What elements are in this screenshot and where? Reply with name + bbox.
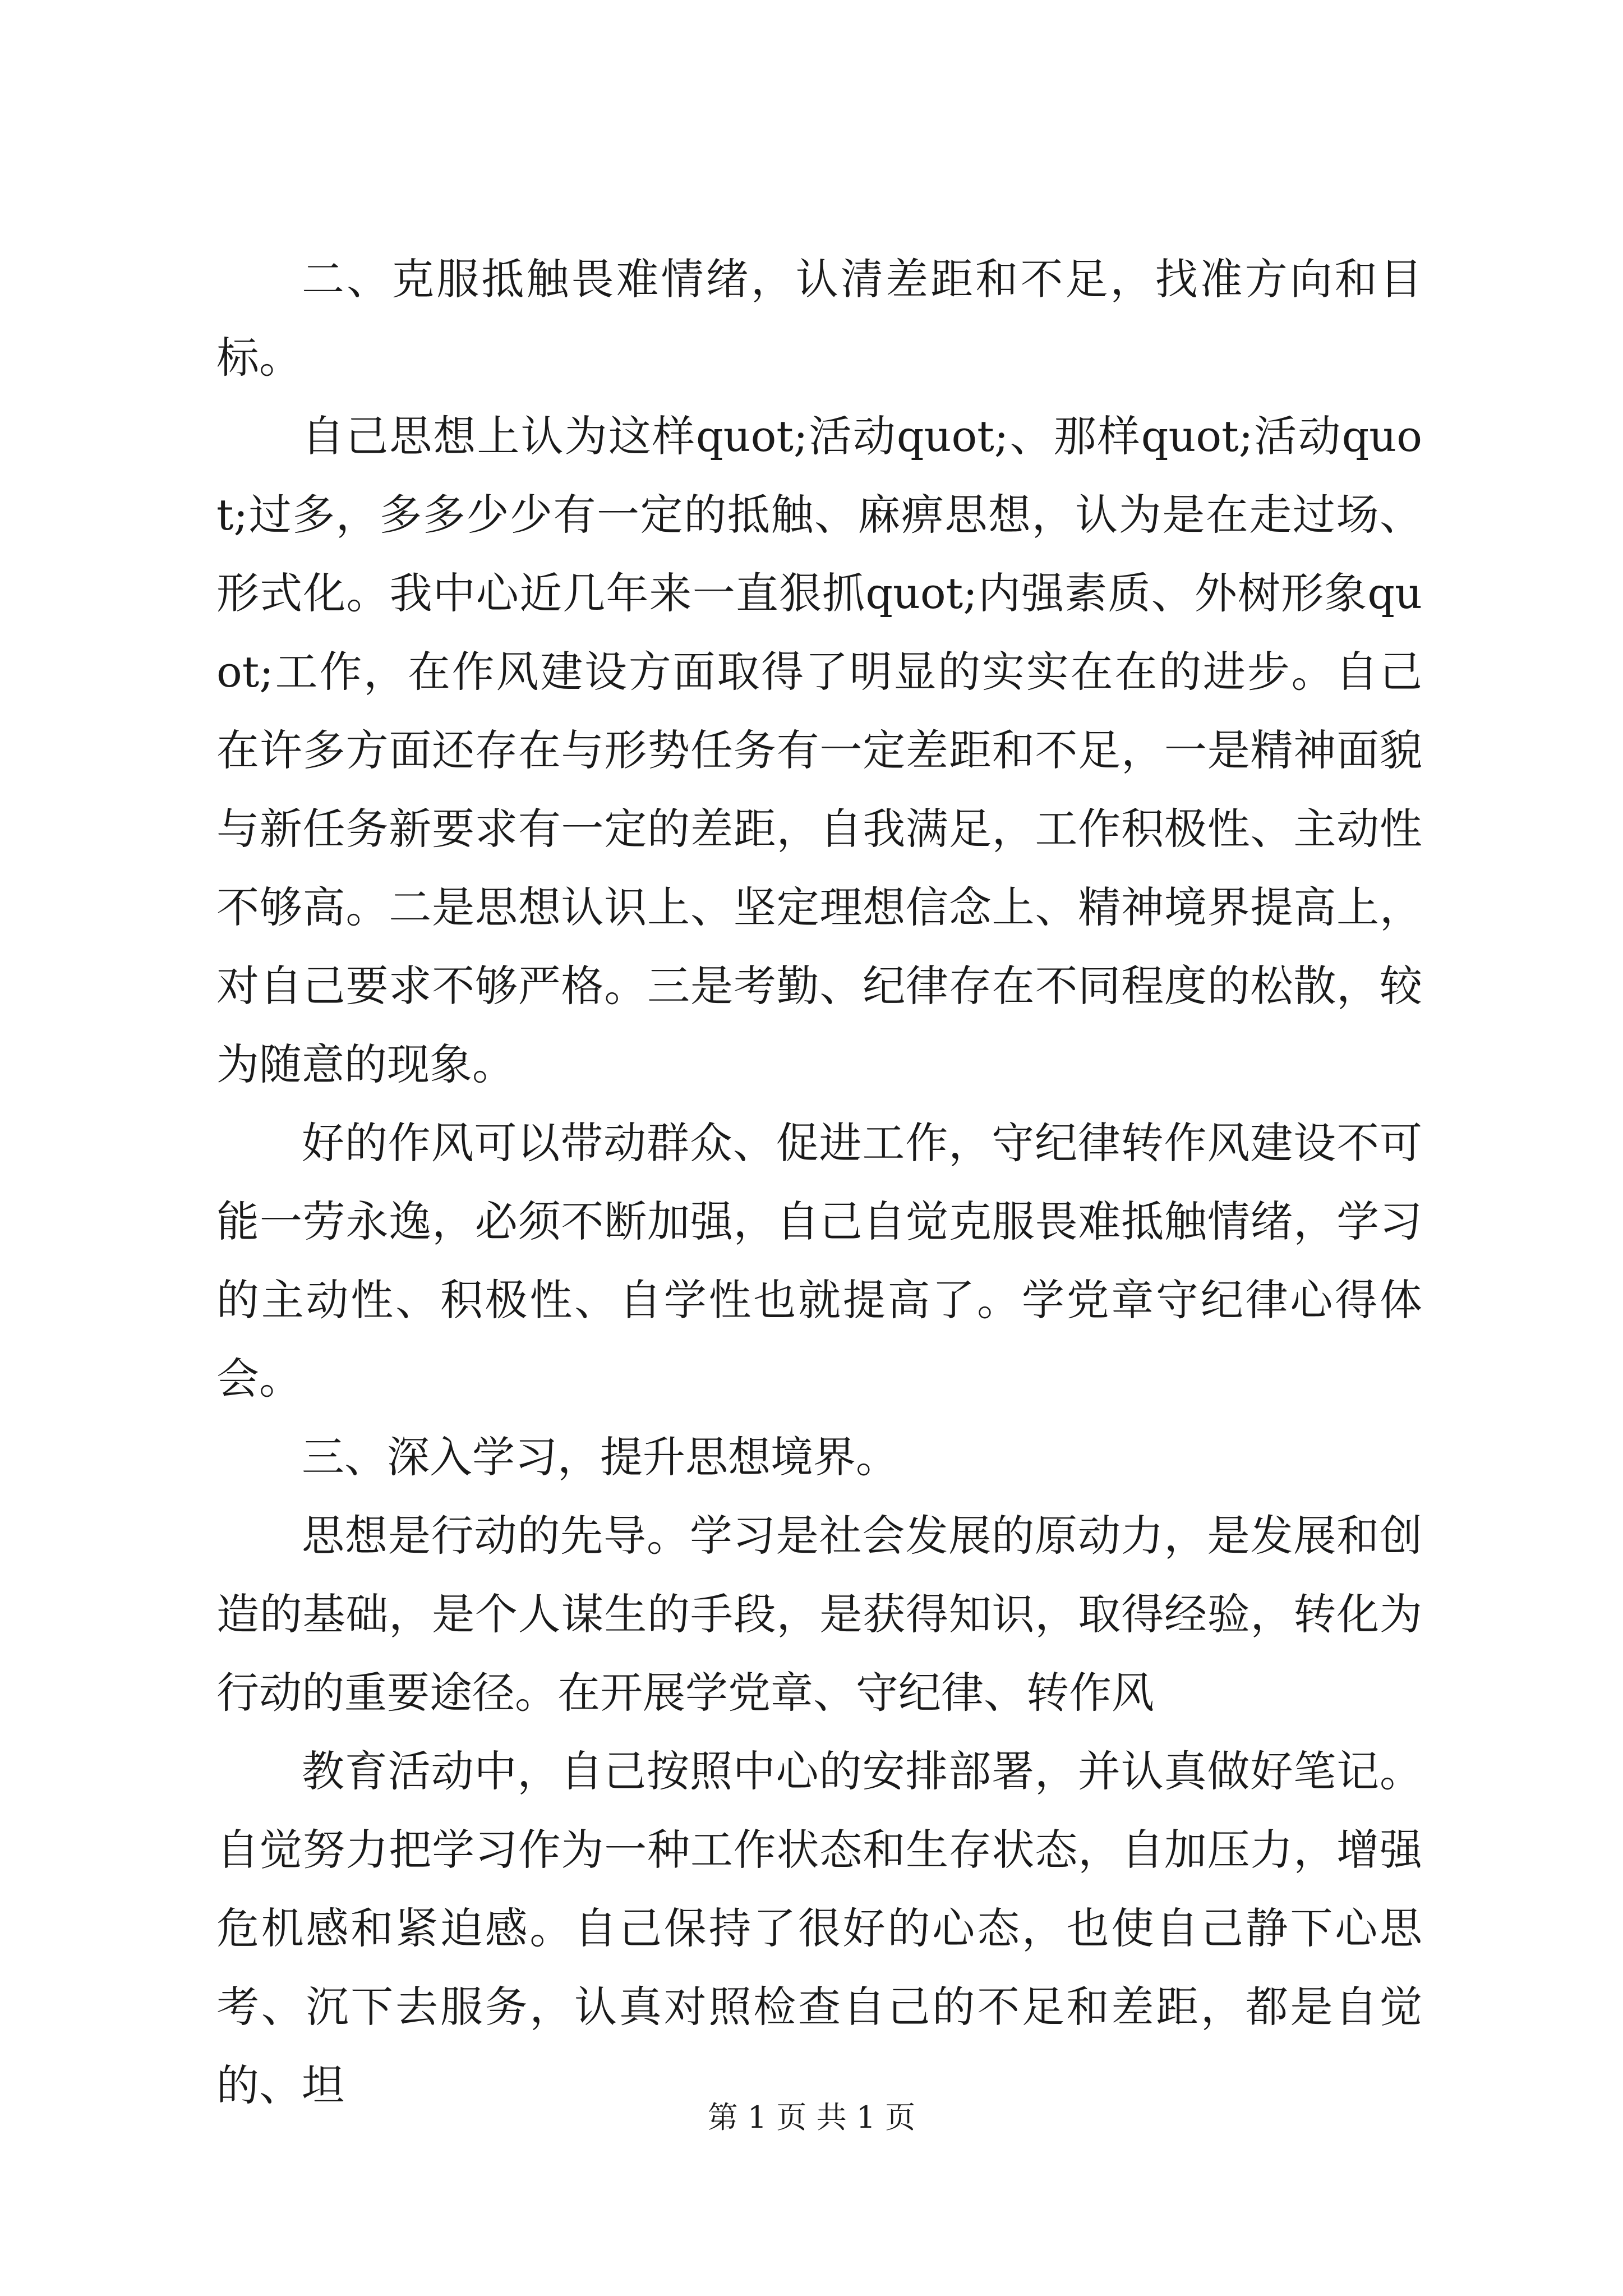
paragraph-section-two-heading: 二、克服抵触畏难情绪，认清差距和不足，找准方向和目标。	[216, 254, 1422, 383]
document-body	[216, 240, 1422, 2125]
paragraph-education-activity: 教育活动中，自己按照中心的安排部署，并认真做好笔记。自觉努力把学习作为一种工作状态和生存状态，自加压力，增强危机感和紧迫感。自己保持了很好的心态，也使自己静下心思考、沉下去服务，认真对照检查自己的不足和差距，都是自觉的、坦	[216, 1746, 1422, 2110]
paragraph-thought-action: 思想是行动的先导。学习是社会发展的原动力，是发展和创造的基础，是个人谋生的手段，是获得知识，取得经验，转化为行动的重要途径。在开展学党章、守纪律、转作风	[216, 1511, 1422, 1718]
paragraph-section-three-heading: 三、深入学习，提升思想境界。	[302, 1432, 898, 1482]
paragraph-good-style: 好的作风可以带动群众、促进工作，守纪律转作风建设不可能一劳永逸，必须不断加强，自己自觉克服畏难抵触情绪，学习的主动性、积极性、自学性也就提高了。学党章守纪律心得体会。	[216, 1118, 1422, 1404]
paragraph-self-reflection: 自己思想上认为这样quot;活动quot;、那样quot;活动quot;过多，多多少少有一定的抵触、麻痹思想，认为是在走过场、形式化。我中心近几年来一直狠抓quot;内强素质、外树形象quot;工作，在作风建设方面取得了明显的实实在在的进步。自己在许多方面还存在与形势任务有一定差距和不足，一是精神面貌与新任务新要求有一定的差距，自我满足，工作积极性、主动性不够高。二是思想认识上、坚定理想信念上、精神境界提高上，对自己要求不够严格。三是考勤、纪律存在不同程度的松散，较为随意的现象。	[216, 411, 1422, 1089]
page-footer: 第 1 页 共 1 页	[707, 2100, 916, 2135]
